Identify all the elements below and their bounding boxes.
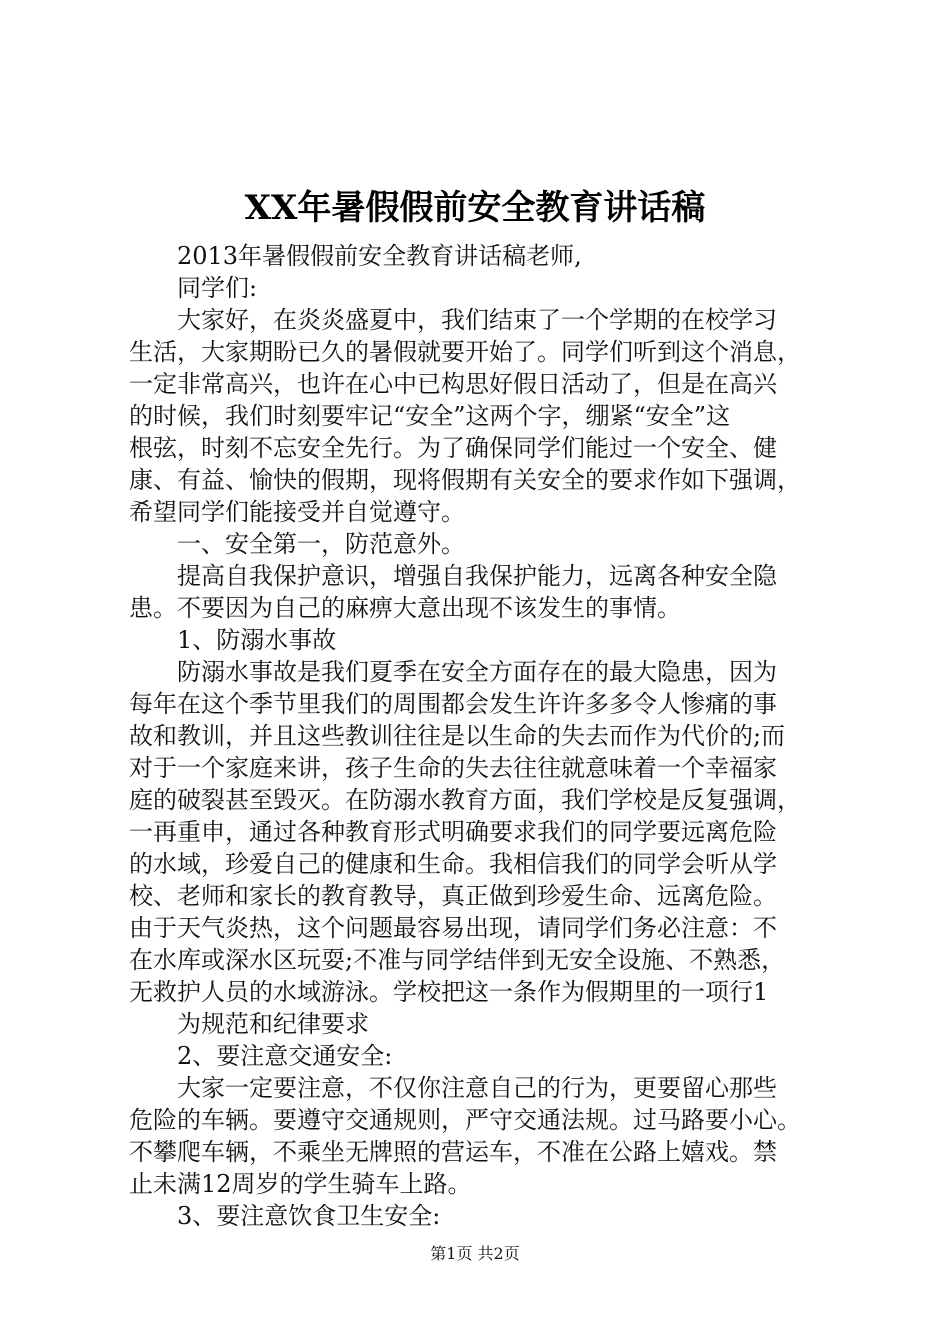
text-line: 根弦，时刻不忘安全先行。为了确保同学们能过一个安全、健 [129,434,777,462]
text-line: 一、安全第一，防范意外。 [177,530,465,558]
text-line: 在水库或深水区玩耍;不准与同学结伴到无安全设施、不熟悉， [129,946,786,974]
text-line: 2013年暑假假前安全教育讲话稿老师, [177,242,582,270]
text-line: 大家好，在炎炎盛夏中，我们结束了一个学期的在校学习 [177,306,777,334]
text-line: 危险的车辆。要遵守交通规则，严守交通法规。过马路要小心。 [129,1106,801,1134]
text-line: 对于一个家庭来讲，孩子生命的失去往往就意味着一个幸福家 [129,754,777,782]
text-line: 1、防溺水事故 [177,626,337,654]
text-line: 由于天气炎热，这个问题最容易出现，请同学们务必注意：不 [129,914,777,942]
text-line: 一再重申，通过各种教育形式明确要求我们的同学要远离危险 [129,818,777,846]
page-footer: 第1页 共2页 [430,1244,520,1263]
text-line: 的水域，珍爱自己的健康和生命。我相信我们的同学会听从学 [129,850,777,878]
text-line: 防溺水事故是我们夏季在安全方面存在的最大隐患，因为 [177,658,777,686]
text-line: 校、老师和家长的教育教导，真正做到珍爱生命、远离危险。 [129,882,777,910]
text-line: 患。不要因为自己的麻痹大意出现不该发生的事情。 [129,594,681,622]
text-line: 故和教训，并且这些教训往往是以生命的失去而作为代价的;而 [129,722,786,750]
document-body [129,240,835,1232]
text-line: 止未满12周岁的学生骑车上路。 [129,1170,472,1198]
text-line: 同学们: [177,274,258,302]
text-line: 生活，大家期盼已久的暑假就要开始了。同学们听到这个消息， [129,338,801,366]
text-line: 庭的破裂甚至毁灭。在防溺水教育方面，我们学校是反复强调， [129,786,801,814]
text-line: 无救护人员的水域游泳。学校把这一条作为假期里的一项行1 [129,978,769,1006]
text-line: 一定非常高兴，也许在心中已构思好假日活动了，但是在高兴 [129,370,777,398]
text-line: 每年在这个季节里我们的周围都会发生许许多多令人惨痛的事 [129,690,777,718]
text-line: 的时候，我们时刻要牢记“安全”这两个字，绷紧“安全”这 [129,402,731,430]
text-line: 大家一定要注意，不仅你注意自己的行为，更要留心那些 [177,1074,777,1102]
text-line: 希望同学们能接受并自觉遵守。 [129,498,465,526]
text-line: 提高自我保护意识，增强自我保护能力，远离各种安全隐 [177,562,777,590]
text-line: 不攀爬车辆，不乘坐无牌照的营运车，不准在公路上嬉戏。禁 [129,1138,777,1166]
text-line: 康、有益、愉快的假期，现将假期有关安全的要求作如下强调， [129,466,801,494]
text-line: 3、要注意饮食卫生安全: [177,1202,441,1230]
document-title: XX年暑假假前安全教育讲话稿 [244,188,706,228]
text-line: 为规范和纪律要求 [177,1010,369,1038]
text-line: 2、要注意交通安全: [177,1042,393,1070]
